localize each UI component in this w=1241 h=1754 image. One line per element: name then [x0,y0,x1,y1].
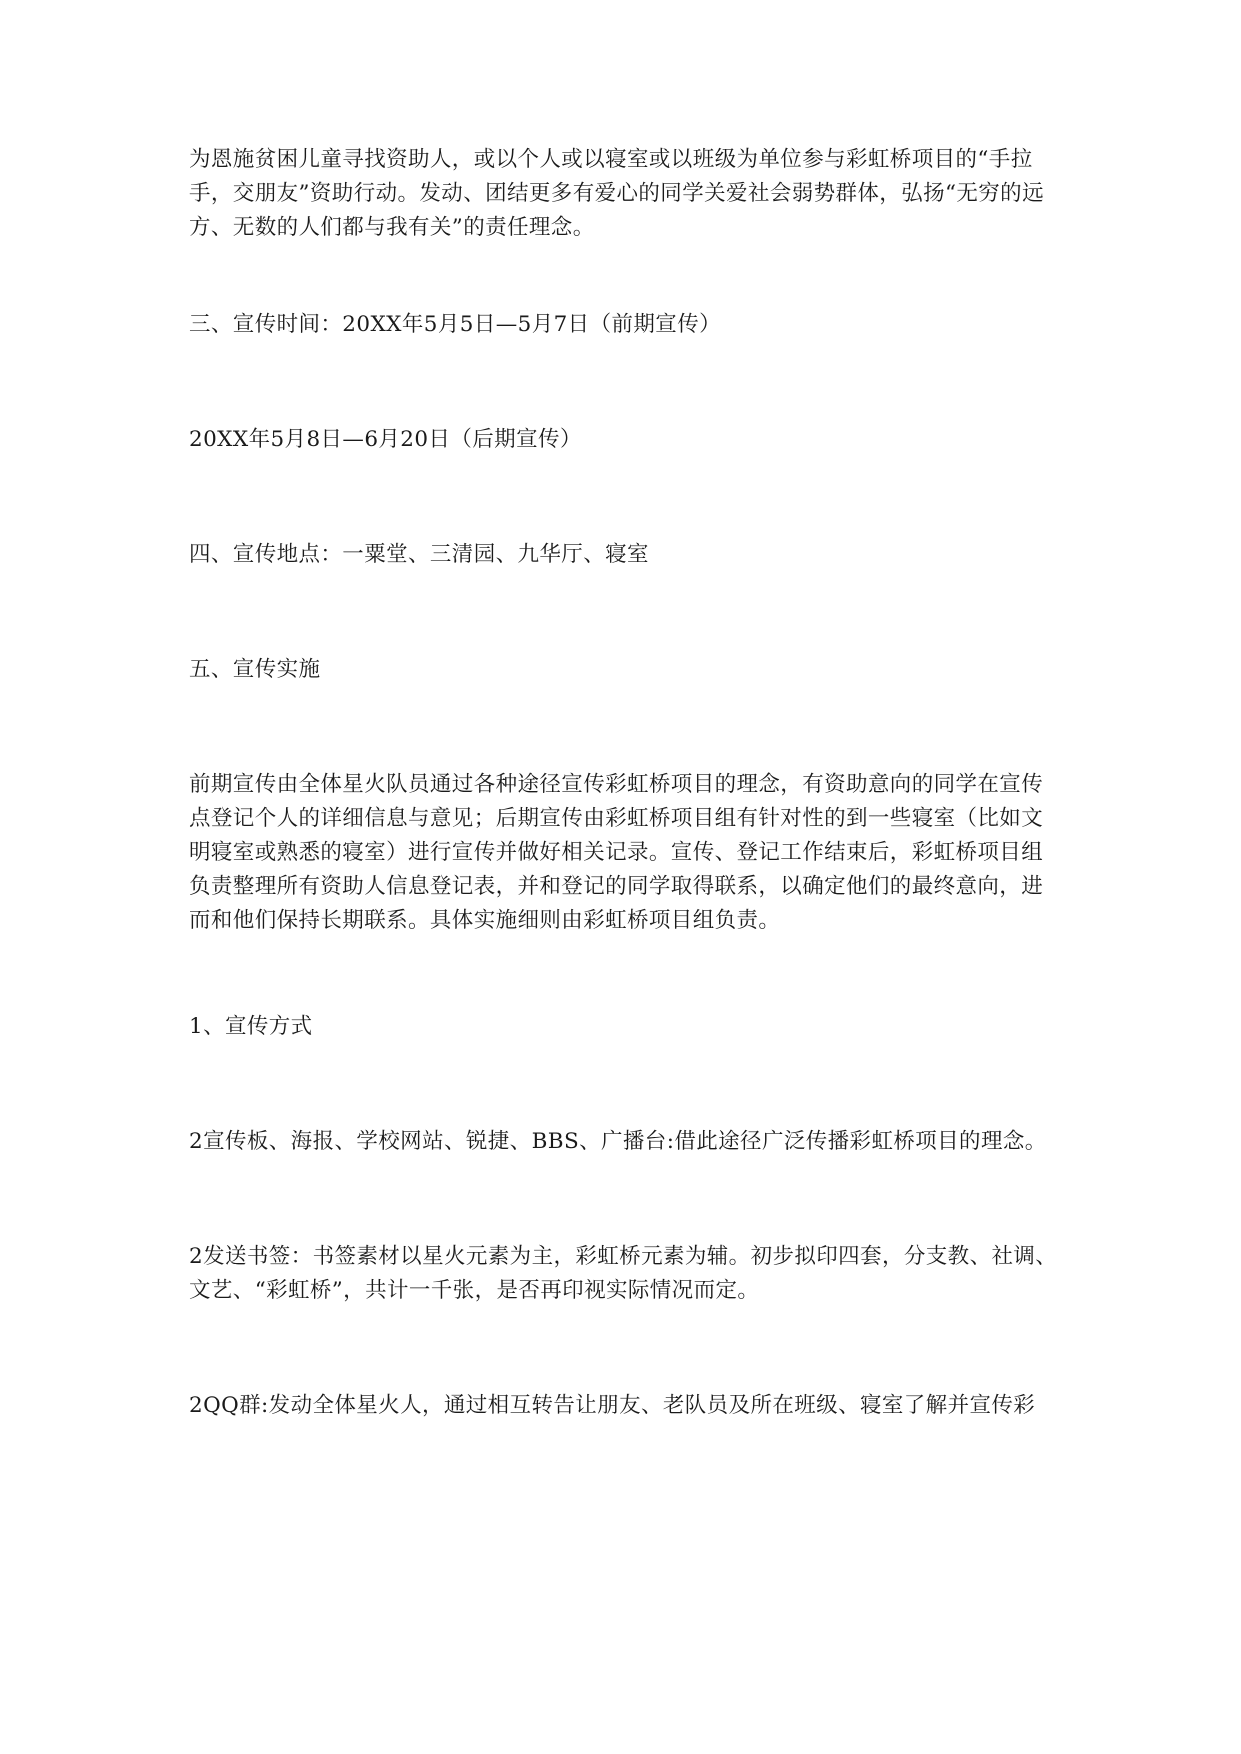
paragraph-later-publicity-time: 20XX年5月8日—6月20日（后期宣传） [189,427,582,452]
list-item-boards-posters: 2宣传板、海报、学校网站、锐捷、BBS、广播台:借此途径广泛传播彩虹桥项目的理念。 [189,1129,1047,1154]
paragraph-implementation-details: 前期宣传由全体星火队员通过各种途径宣传彩虹桥项目的理念，有资助意向的同学在宣传点登记个人的详细信息与意见；后期宣传由彩虹桥项目组有针对性的到一些寝室（比如文明寝室或熟悉的寝室）进行宣传并做好相关记录。宣传、登记工作结束后，彩虹桥项目组负责整理所有资助人信息登记表，并和登记的同学取得联系，以确定他们的最终意向，进而和他们保持长期联系。具体实施细则由彩虹桥项目组负责。 [189,772,1044,933]
paragraph-purpose: 为恩施贫困儿童寻找资助人，或以个人或以寝室或以班级为单位参与彩虹桥项目的“手拉手，交朋友”资助行动。发动、团结更多有爱心的同学关爱社会弱势群体，弘扬“无穷的远方、无数的人们都与我有关”的责任理念。 [189,147,1044,240]
list-item-qq-group: 2QQ群:发动全体星火人，通过相互转告让朋友、老队员及所在班级、寝室了解并宣传彩 [189,1393,1036,1418]
heading-publicity-methods: 1、宣传方式 [189,1014,313,1039]
heading-publicity-time: 三、宣传时间：20XX年5月5日—5月7日（前期宣传） [189,312,721,337]
list-item-bookmarks: 2发送书签：书签素材以星火元素为主，彩虹桥元素为辅。初步拟印四套，分支教、社调、文艺、“彩虹桥”，共计一千张，是否再印视实际情况而定。 [189,1244,1058,1303]
heading-publicity-implementation: 五、宣传实施 [189,657,321,682]
heading-publicity-location: 四、宣传地点：一粟堂、三清园、九华厅、寝室 [189,542,649,567]
